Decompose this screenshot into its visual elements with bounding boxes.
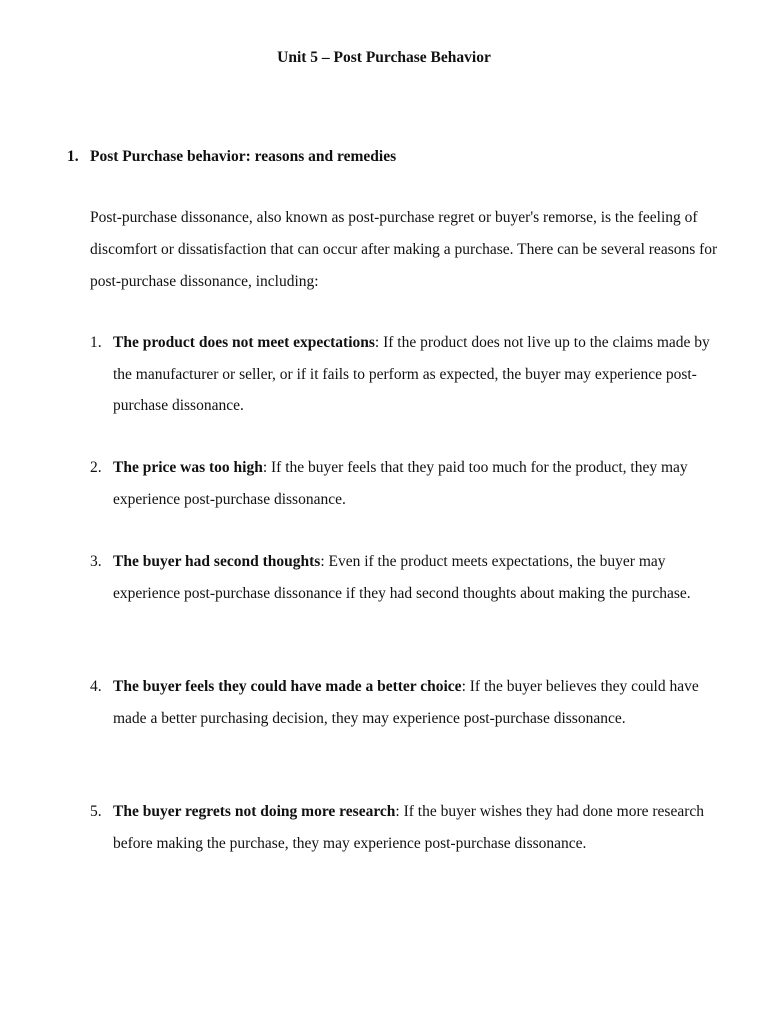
- list-item: [90, 327, 730, 422]
- list-item-term: The price was too high: [113, 459, 263, 476]
- list-item-text: : If the buyer believes they could have made a better purchasing decision, they may experience post-purchase dissonance.: [113, 678, 699, 727]
- intro-paragraph: Post-purchase dissonance, also known as post-purchase regret or buyer's remorse, is the feeling of discomfort or dissatisfaction that can occur after making a purchase. There can be several reasons for post-purchase dissonance, including:: [90, 209, 718, 290]
- list-item-number: 3.: [90, 553, 102, 570]
- list-item-term: The buyer regrets not doing more research: [113, 803, 396, 820]
- list-item-number: 4.: [90, 678, 102, 695]
- list-item: [90, 796, 730, 859]
- list-item-text: : If the buyer feels that they paid too much for the product, they may experience post-purchase dissonance.: [113, 459, 688, 508]
- list-item-term: The buyer feels they could have made a better choice: [113, 678, 462, 695]
- list-item: [90, 546, 730, 609]
- list-item-number: 5.: [90, 803, 102, 820]
- list-item-text: : Even if the product meets expectations, the buyer may experience post-purchase dissonance if they had second thoughts about making the purchase.: [113, 553, 691, 602]
- list-item-body: [113, 546, 728, 609]
- list-item-number: 2.: [90, 459, 102, 476]
- list-item-text: : If the product does not live up to the claims made by the manufacturer or seller, or if it fails to perform as expected, the buyer may experience post-purchase dissonance.: [113, 334, 710, 414]
- list-item-body: [113, 671, 728, 734]
- list-item-text: : If the buyer wishes they had done more research before making the purchase, they may experience post-purchase dissonance.: [113, 803, 705, 852]
- list-item: [90, 671, 730, 734]
- list-item-body: [113, 796, 728, 859]
- section-number: 1.: [67, 148, 79, 165]
- list-item-term: The product does not meet expectations: [113, 334, 375, 351]
- section-heading: [67, 147, 396, 167]
- section-heading-text: Post Purchase behavior: reasons and remedies: [90, 148, 397, 165]
- list-item-number: 1.: [90, 334, 102, 351]
- document-title: Unit 5 – Post Purchase Behavior: [277, 49, 491, 66]
- list-item: [90, 452, 730, 515]
- list-item-body: [113, 452, 728, 515]
- list-item-term: The buyer had second thoughts: [113, 553, 321, 570]
- list-item-body: [113, 327, 728, 422]
